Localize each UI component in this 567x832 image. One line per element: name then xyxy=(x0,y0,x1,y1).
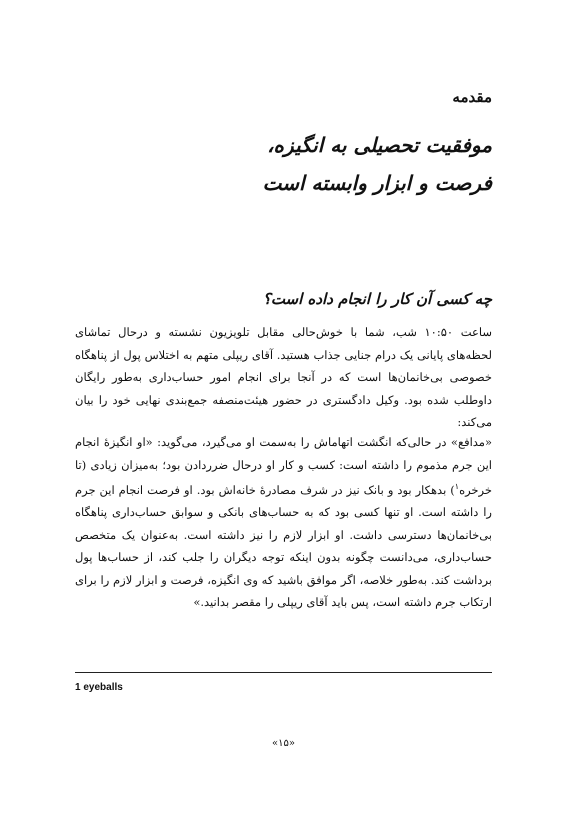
page-number: «۱۵» xyxy=(272,738,295,749)
footnote-reference[interactable]: ۱ xyxy=(454,482,460,491)
footnote-text: eyeballs xyxy=(83,682,123,693)
footnote xyxy=(75,682,123,693)
section-heading: چه کسی آن کار را انجام داده است؟ xyxy=(262,290,492,308)
chapter-title-line-2: فرصت و ابزار وابسته است xyxy=(262,171,492,195)
chapter-title-line-1: موفقیت تحصیلی به انگیزه، xyxy=(267,133,492,157)
body-paragraph-2 xyxy=(75,431,492,614)
paragraph-2-text-after: ) بدهکار بود و بانک نیز در شرف مصادرهٔ خانه‌اش بود. او فرصت انجام این جرم را داشته است. او تنها کسی بود که به حساب‌های بانکی و سوابق حساب‌داری پناهگاه بی‌خانمان‌ها دسترسی داشت. او ابزار لازم را نیز داشته است. به‌عنوان یک متخصص حساب‌داری، می‌دانست چگونه بدون اینکه توجه دیگران را جلب کند، از حساب‌ها پول برداشت کند. به‌طور خلاصه، اگر موافق باشید که وی انگیزه، فرصت و ابزار لازم را برای ارتکاب جرم داشته است، پس باید آقای ریپلی را مقصر بدانید.» xyxy=(75,482,492,610)
footnote-marker: 1 xyxy=(75,682,81,693)
footnote-divider xyxy=(75,672,492,673)
chapter-label: مقدمه xyxy=(452,88,492,106)
body-paragraph-1: ساعت ۱۰:۵۰ شب، شما با خوش‌حالی مقابل تلویزیون نشسته و درحال تماشای لحظه‌های پایانی یک درام جنایی جذاب هستید. آقای ریپلی متهم به اختلاس پول از پناهگاه خصوصی بی‌خانمان‌ها است که در آنجا برای انجام امور حساب‌داری به‌طور رایگان داوطلب شده بود. وکیل دادگستری در حضور هیئت‌منصفه جمع‌بندی نهایی خود را بیان می‌کند: xyxy=(75,325,492,429)
chapter-title xyxy=(72,126,492,202)
paragraph-2-text-before: «مدافع» در حالی‌که انگشت اتهاماش را به‌سمت او می‌گیرد، می‌گوید: «او انگیزهٔ انجام این جرم مذموم را داشته است: کسب و کار او درحال ضرردادن بود؛ به‌میزان زیادی (تا خرخره xyxy=(75,435,492,497)
